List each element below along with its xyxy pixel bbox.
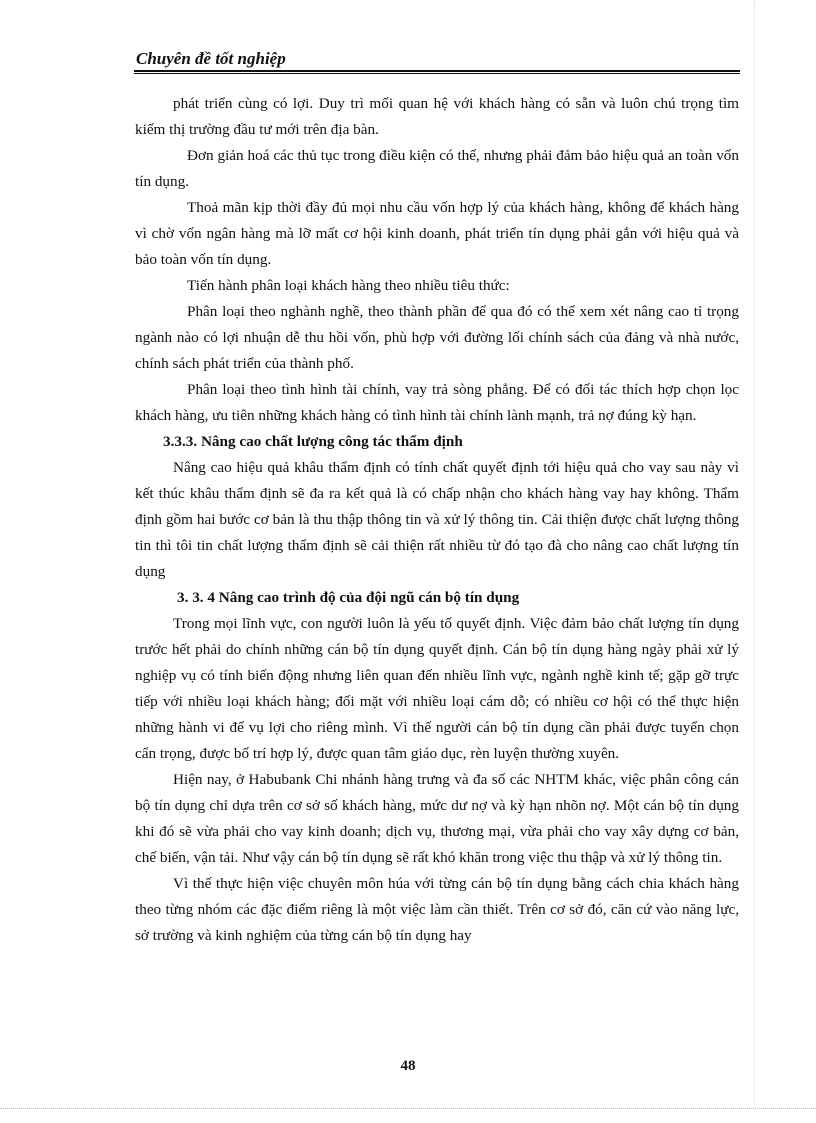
paragraph: phát triển cùng có lợi. Duy trì mối quan hệ với khách hàng có sẵn và luôn chú trọng tìm kiếm thị trường đầu tư mới trên địa bàn.	[135, 95, 739, 138]
paragraph: Đơn giản hoá các thủ tục trong điều kiện có thể, nhưng phải đảm bảo hiệu quả an toàn vốn tín dụng.	[135, 147, 739, 190]
paragraph: Tiến hành phân loại khách hàng theo nhiều tiêu thức:	[187, 277, 510, 294]
page-number: 48	[400, 1058, 416, 1074]
body-text	[135, 91, 739, 949]
page-right-edge	[754, 0, 755, 1108]
paragraph: Nâng cao hiệu quả khâu thẩm định có tính chất quyết định tới hiệu quả cho vay sau này vì kết thúc khâu thẩm định sẽ đa ra kết quả là có chấp nhận cho khách hàng vay hay không. Thẩm định gồm hai bước cơ bản là thu thập thông tin và xử lý thông tin. Cải thiện được chất lượng thông tin thì tôi tin chất lượng thẩm định sẽ cải thiện rất nhiều từ đó tạo đà cho nâng cao chất lượng tín dụng	[135, 459, 739, 580]
page-bottom-edge	[0, 1108, 816, 1109]
section-heading: 3. 3. 4 Nâng cao trình độ của đội ngũ cán bộ tín dụng	[177, 589, 520, 606]
paragraph: Vì thế thực hiện việc chuyên môn húa với từng cán bộ tín dụng bằng cách chia khách hàng theo từng nhóm các đặc điểm riêng là một việc làm cần thiết. Trên cơ sở đó, căn cứ vào năng lực, sở trường và kinh nghiệm của từng cán bộ tín dụng hay	[135, 875, 739, 944]
header-title: Chuyên đề tốt nghiệp	[136, 49, 286, 68]
paragraph: Phân loại theo nghành nghề, theo thành phần để qua đó có thể xem xét nâng cao tỉ trọng ngành nào có lợi nhuận dễ thu hồi vốn, phù hợp với đường lối chính sách của đảng và nhà nước, chính sách phát triển của thành phố.	[135, 303, 739, 372]
paragraph: Trong mọi lĩnh vực, con người luôn là yếu tố quyết định. Việc đảm bảo chất lượng tín dụng trước hết phải do chính những cán bộ tín dụng quyết định. Cán bộ tín dụng hàng ngày phải xử lý nghiệp vụ có tính biến động nhưng liên quan đến nhiều lĩnh vực, ngành nghề kinh tế; gặp gỡ trực tiếp với nhiều loại khách hàng; đối mặt với nhiều loại cám dỗ; có nhiều cơ hội có thể thực hiện những hành vi để vụ lợi cho riêng mình. Vì thế người cán bộ tín dụng cần phải được tuyển chọn cẩn trọng, được bố trí hợp lý, được quan tâm giáo dục, rèn luyện thường xuyên.	[135, 615, 739, 762]
header-rule	[134, 70, 740, 74]
paragraph: Thoả mãn kịp thời đầy đủ mọi nhu cầu vốn hợp lý của khách hàng, không để khách hàng vì chờ vốn ngân hàng mà lỡ mất cơ hội kinh doanh, phát triển tín dụng phải gắn với hiệu quả và bảo toàn vốn tín dụng.	[135, 199, 739, 268]
paragraph: Phân loại theo tình hình tài chính, vay trả sòng phẳng. Để có đối tác thích hợp chọn lọc khách hàng, ưu tiên những khách hàng có tình hình tài chính lành mạnh, trả nợ đúng kỳ hạn.	[135, 381, 739, 424]
section-heading: 3.3.3. Nâng cao chất lượng công tác thẩm định	[163, 433, 463, 450]
paragraph: Hiện nay, ở Habubank Chi nhánh hàng trưng và đa số các NHTM khác, việc phân công cán bộ tín dụng chỉ dựa trên cơ sở số khách hàng, mức dư nợ và kỳ hạn nhõn nợ. Một cán bộ tín dụng khi đó sẽ vừa phải cho vay kinh doanh; dịch vụ, thương mại, vừa phải cho vay xây dựng cơ bản, chế biến, vận tải. Như vậy cán bộ tín dụng sẽ rất khó khăn trong việc thu thập và xử lý thông tin.	[135, 771, 739, 866]
